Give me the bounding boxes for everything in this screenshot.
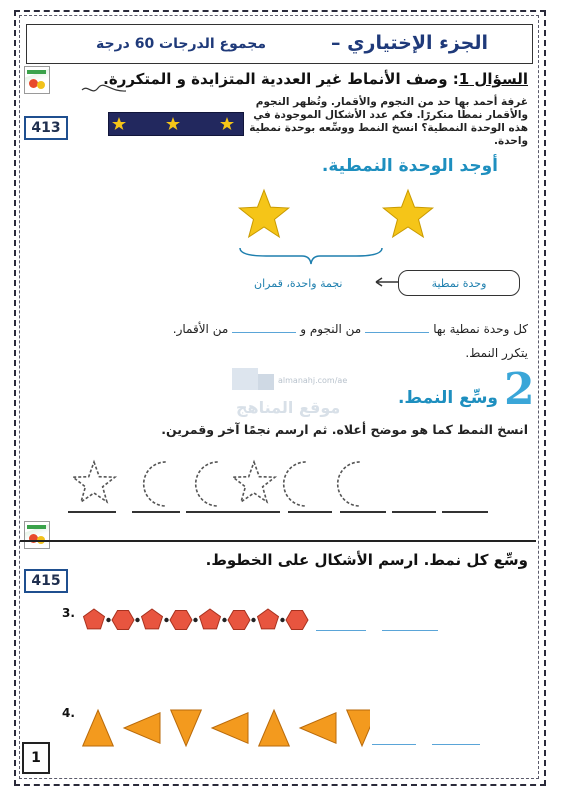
moon-icon (300, 194, 322, 238)
watermark-logo (232, 368, 258, 390)
brace-label: نجمة واحدة، قمران (254, 277, 343, 290)
moon-icon (344, 194, 366, 238)
arrow-left-icon (372, 276, 400, 288)
book-cover-icon (24, 66, 50, 94)
pentagon-icon (84, 609, 105, 629)
dot-separator (251, 618, 255, 622)
section-divider (20, 540, 536, 542)
traced-moon-icon (284, 462, 306, 506)
traced-moon-icon (338, 462, 360, 506)
dot-separator (193, 618, 197, 622)
triangle-up-icon (259, 710, 290, 746)
tracing-row[interactable] (66, 452, 496, 518)
sentence-part2: من النجوم و (300, 322, 362, 336)
pentagon-icon (142, 609, 163, 629)
moon-icon (444, 194, 466, 238)
page-ref-badge: 413 (24, 116, 68, 140)
page-subtitle: مجموع الدرجات 60 درجة (96, 36, 267, 52)
question-text: : وصف الأنماط غير العددية المتزايدة و المتكررة. (103, 70, 459, 88)
page-title: الجزء الإختياري – (331, 32, 488, 54)
answer-line-3a[interactable] (316, 630, 366, 631)
star-icon (383, 190, 432, 237)
question-label: السؤال 1 (458, 70, 528, 88)
dot-separator (135, 618, 139, 622)
triangle-left-icon (300, 713, 336, 744)
fill-sentence-end: يتكرر النمط. (465, 346, 528, 360)
page-ref-badge-2: 415 (24, 569, 68, 593)
traced-moon-icon (144, 462, 166, 506)
sentence-part1: كل وحدة نمطية بها (433, 322, 528, 336)
page-number: 1 (22, 742, 50, 774)
triangle-down-icon (347, 710, 370, 746)
night-pattern-icon (109, 113, 243, 135)
section2-heading: وسِّع النمط. (397, 388, 498, 408)
dot-separator (222, 618, 226, 622)
traced-moon-icon (196, 462, 218, 506)
question-header (103, 70, 528, 88)
hexagon-icon (228, 611, 250, 630)
section2-number: 2 (504, 364, 535, 415)
unit-brace-icon (236, 246, 386, 268)
triangle-left-icon (212, 713, 248, 744)
blank-stars[interactable] (365, 322, 429, 333)
dot-separator (280, 618, 284, 622)
task-heading: وسِّع كل نمط. ارسم الأشكال على الخطوط. (205, 551, 528, 569)
triangle-pattern (80, 706, 370, 750)
item-number-4: 4. (62, 706, 75, 720)
unit-label: وحدة نمطية (431, 276, 487, 290)
star-icon (239, 190, 288, 237)
night-sky-image (108, 112, 244, 136)
pattern-row (236, 186, 528, 248)
section2-instruction: انسخ النمط كما هو موضح أعلاه. ثم ارسم نجمًا آخر وقمرين. (161, 422, 528, 437)
section1-heading: أوجد الوحدة النمطية. (321, 156, 498, 176)
watermark-site: almanahj.com/ae (278, 376, 348, 385)
triangle-up-icon (83, 710, 114, 746)
blank-moons[interactable] (232, 322, 296, 333)
moon-icon (488, 194, 510, 238)
watermark-brand: موقع المناهج (236, 398, 341, 417)
signature-mark-icon (80, 82, 130, 98)
polygon-pattern (80, 602, 310, 636)
book-cover-icon-2 (24, 521, 50, 549)
dot-separator (106, 618, 110, 622)
answer-line-4b[interactable] (432, 744, 480, 745)
dot-separator (164, 618, 168, 622)
answer-line-3b[interactable] (382, 630, 438, 631)
triangle-left-icon (124, 713, 160, 744)
sentence-part3: من الأقمار. (172, 322, 229, 336)
traced-star-icon (233, 462, 275, 502)
problem-paragraph: غرفة أحمد بها حد من النجوم والأقمار. وتُظهر النجوم والأقمار نمطًا متكررًا. فكم عدد الأشكال الموجودة في هذه الوحدة النمطية؟ انسخ النمط ووسِّعه بوحدة نمطية واحدة. (249, 96, 528, 147)
hexagon-icon (170, 611, 192, 630)
hexagon-icon (286, 611, 308, 630)
fill-sentence (173, 322, 528, 336)
traced-star-icon (73, 462, 115, 502)
pentagon-icon (200, 609, 221, 629)
answer-line-4a[interactable] (372, 744, 416, 745)
unit-label-box (398, 270, 520, 296)
item-number-3: 3. (62, 606, 75, 620)
hexagon-icon (112, 611, 134, 630)
pentagon-icon (258, 609, 279, 629)
triangle-down-icon (171, 710, 202, 746)
watermark-logo-square (258, 374, 274, 390)
